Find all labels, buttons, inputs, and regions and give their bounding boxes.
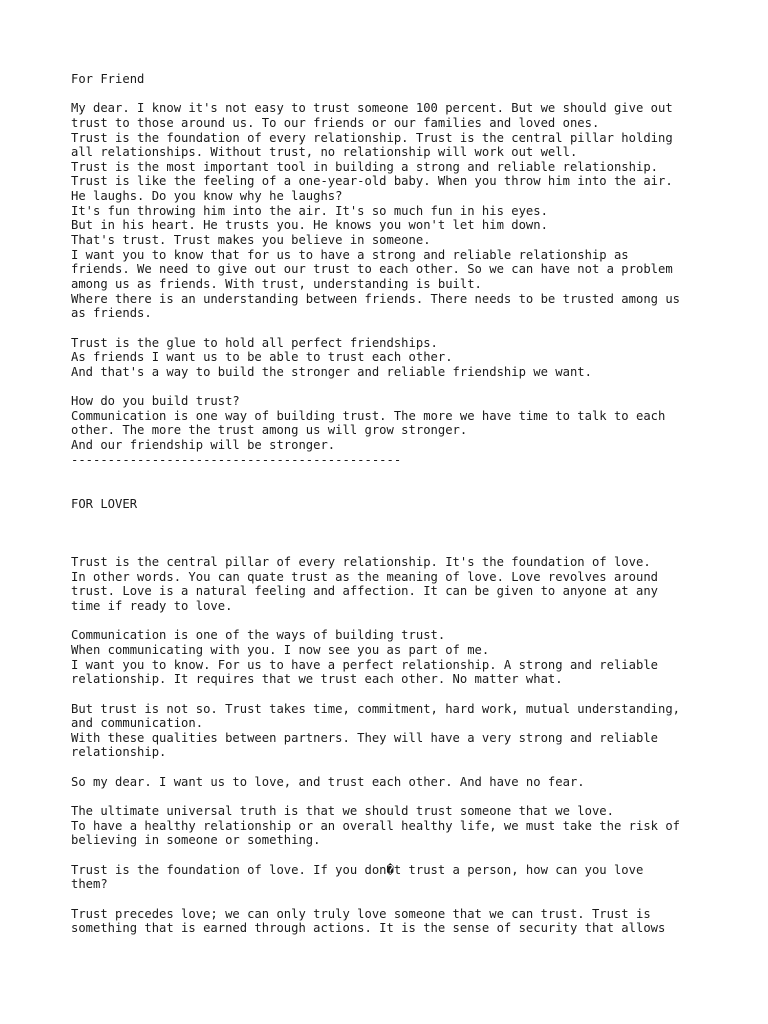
text-line: time if ready to love.	[71, 599, 233, 614]
document-body	[71, 72, 731, 936]
text-line: Trust is the most important tool in building a strong and reliable relationship.	[71, 159, 658, 174]
blank-line	[71, 614, 731, 629]
blank-line	[71, 892, 731, 907]
text-line: Where there is an understanding between friends. There needs to be trusted among us	[71, 291, 681, 306]
text-line: As friends I want us to be able to trust each other.	[71, 350, 453, 365]
text-line: friends. We need to give out our trust to each other. So we can have not a problem	[71, 262, 673, 277]
text-line: FOR LOVER	[71, 496, 138, 511]
blank-line	[71, 321, 731, 336]
text-line: The ultimate universal truth is that we should trust someone that we love.	[71, 804, 614, 819]
blank-line	[71, 511, 731, 526]
text-line: trust to those around us. To our friends or our families and loved ones.	[71, 115, 600, 130]
text-line: as friends.	[71, 306, 152, 321]
text-line: ---------------------------------------------	[71, 452, 402, 467]
blank-line	[71, 87, 731, 102]
text-line: believing in someone or something.	[71, 833, 321, 848]
text-line: I want you to know. For us to have a perfect relationship. A strong and reliable	[71, 657, 658, 672]
text-line: How do you build trust?	[71, 394, 240, 409]
text-line: Trust is the foundation of every relationship. Trust is the central pillar holding	[71, 130, 673, 145]
text-line: Trust is like the feeling of a one-year-old baby. When you throw him into the air.	[71, 174, 673, 189]
text-line: With these qualities between partners. They will have a very strong and reliable	[71, 730, 658, 745]
text-line: Communication is one of the ways of building trust.	[71, 628, 446, 643]
text-line: Trust precedes love; we can only truly love someone that we can trust. Trust is	[71, 906, 651, 921]
text-line: But in his heart. He trusts you. He knows you won't let him down.	[71, 218, 548, 233]
text-line: For Friend	[71, 72, 145, 86]
text-line: other. The more the trust among us will grow stronger.	[71, 423, 468, 438]
text-line: And our friendship will be stronger.	[71, 438, 336, 453]
text-line: That's trust. Trust makes you believe in someone.	[71, 233, 431, 248]
text-line: them?	[71, 877, 108, 892]
text-line: Trust is the central pillar of every relationship. It's the foundation of love.	[71, 555, 651, 570]
text-line: Trust is the glue to hold all perfect friendships.	[71, 335, 438, 350]
blank-line	[71, 687, 731, 702]
text-line: Communication is one way of building trust. The more we have time to talk to each	[71, 408, 666, 423]
text-line: My dear. I know it's not easy to trust someone 100 percent. But we should give out	[71, 101, 673, 116]
blank-line	[71, 541, 731, 556]
text-line: It's fun throwing him into the air. It's so much fun in his eyes.	[71, 203, 548, 218]
text-line: something that is earned through actions. It is the sense of security that allows	[71, 921, 666, 936]
text-line: trust. Love is a natural feeling and affection. It can be given to anyone at any	[71, 584, 658, 599]
blank-line	[71, 482, 731, 497]
blank-line	[71, 379, 731, 394]
blank-line	[71, 526, 731, 541]
text-line: But trust is not so. Trust takes time, commitment, hard work, mutual understanding,	[71, 701, 681, 716]
text-line: I want you to know that for us to have a strong and reliable relationship as	[71, 247, 629, 262]
text-line: all relationships. Without trust, no relationship will work out well.	[71, 145, 578, 160]
blank-line	[71, 848, 731, 863]
blank-line	[71, 789, 731, 804]
blank-line	[71, 467, 731, 482]
text-line: He laughs. Do you know why he laughs?	[71, 189, 343, 204]
text-line: relationship. It requires that we trust each other. No matter what.	[71, 672, 563, 687]
text-line: In other words. You can quate trust as the meaning of love. Love revolves around	[71, 569, 658, 584]
text-line: among us as friends. With trust, understanding is built.	[71, 276, 482, 291]
text-line: Trust is the foundation of love. If you don�t trust a person, how can you love	[71, 862, 644, 877]
text-line: And that's a way to build the stronger and reliable friendship we want.	[71, 364, 592, 379]
text-line: relationship.	[71, 745, 167, 760]
text-line: To have a healthy relationship or an overall healthy life, we must take the risk of	[71, 818, 681, 833]
blank-line	[71, 760, 731, 775]
text-line: So my dear. I want us to love, and trust each other. And have no fear.	[71, 774, 585, 789]
text-line: When communicating with you. I now see you as part of me.	[71, 642, 490, 657]
text-line: and communication.	[71, 716, 204, 731]
